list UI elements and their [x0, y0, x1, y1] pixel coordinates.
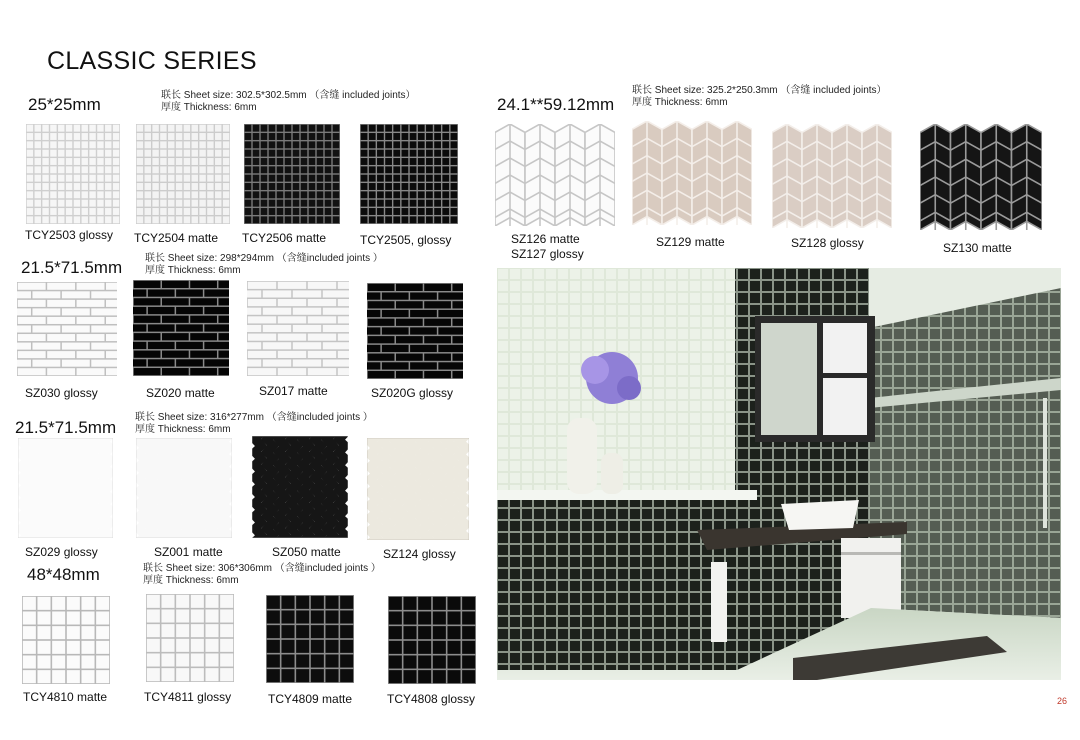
thickness: 厚度 Thickness: 6mm — [135, 424, 231, 435]
tile-swatch — [133, 280, 229, 376]
tile-label: TCY4808 glossy — [387, 692, 476, 706]
square-tile-pattern — [26, 124, 120, 224]
tile-swatch — [920, 124, 1042, 230]
tile-label: SZ127 glossy — [511, 247, 584, 261]
tile-label: SZ129 matte — [656, 235, 725, 249]
tile-label: TCY4809 matte — [268, 692, 353, 706]
tile-label: SZ001 matte — [154, 545, 223, 559]
sheet-size: 联长 Sheet size: 325.2*250.3mm （含缝 included joints） — [632, 85, 887, 96]
herringbone-tile-pattern — [136, 438, 232, 538]
tile-label: SZ124 glossy — [383, 547, 456, 561]
square48-tile-pattern — [146, 594, 234, 682]
tile-label: TCY2504 matte — [134, 231, 219, 245]
tile-swatch — [266, 595, 354, 683]
spec-25x25 — [161, 90, 416, 114]
square-tile-pattern — [360, 124, 458, 224]
tile-label: SZ128 glossy — [791, 236, 864, 250]
tile-swatch — [367, 283, 463, 379]
tile-swatch — [17, 282, 117, 376]
tile-swatch — [26, 124, 120, 224]
tile-label: SZ126 matte — [511, 232, 580, 246]
tile-label: SZ020G glossy — [371, 386, 454, 400]
tile-label: SZ020 matte — [146, 386, 215, 400]
sheet-size: 联长 Sheet size: 298*294mm （含缝included joints ） — [145, 253, 383, 264]
chevron-tile-pattern — [920, 124, 1042, 230]
thickness: 厚度 Thickness: 6mm — [632, 97, 728, 108]
tile-label: SZ030 glossy — [25, 386, 98, 400]
square48-tile-pattern — [266, 595, 354, 683]
thickness: 厚度 Thickness: 6mm — [161, 102, 257, 113]
sheet-size: 联长 Sheet size: 302.5*302.5mm （含缝 included joints） — [161, 90, 416, 101]
tile-label: TCY2506 matte — [242, 231, 327, 245]
chevron-tile-pattern — [632, 121, 752, 225]
tile-swatch — [146, 594, 234, 682]
brick-tile-pattern — [133, 280, 229, 376]
brick-tile-pattern — [247, 281, 349, 376]
spec-21x71-herringbone — [135, 412, 373, 436]
tile-label: SZ029 glossy — [25, 545, 98, 559]
tile-swatch — [18, 438, 113, 538]
sheet-size: 联长 Sheet size: 316*277mm （含缝included joints ） — [135, 412, 373, 423]
tile-swatch — [252, 436, 348, 538]
spec-24x59 — [632, 85, 887, 109]
tile-swatch — [388, 596, 476, 684]
tile-swatch — [632, 121, 752, 225]
tile-label: SZ050 matte — [272, 545, 341, 559]
thickness: 厚度 Thickness: 6mm — [145, 265, 241, 276]
square-tile-pattern — [244, 124, 340, 224]
herringbone-tile-pattern — [18, 438, 113, 538]
brick-tile-pattern — [17, 282, 117, 376]
tile-swatch — [495, 124, 615, 226]
tile-swatch — [136, 124, 230, 224]
tile-swatch — [772, 124, 892, 228]
sheet-size: 联长 Sheet size: 306*306mm （含缝included joints ） — [143, 563, 381, 574]
chevron-tile-pattern — [495, 124, 615, 226]
chevron-tile-pattern — [772, 124, 892, 228]
tile-swatch — [360, 124, 458, 224]
tile-swatch — [136, 438, 232, 538]
tile-label: TCY2503 glossy — [25, 228, 114, 242]
bathroom-photo — [497, 268, 1061, 680]
tile-label: TCY4811 glossy — [144, 690, 232, 704]
tile-label: TCY2505, glossy — [360, 233, 452, 247]
size-heading-24x59: 24.1**59.12mm — [497, 95, 615, 114]
herringbone-tile-pattern — [367, 438, 469, 540]
size-heading-21x71-herringbone: 21.5*71.5mm — [15, 418, 117, 437]
page-title: CLASSIC SERIES — [47, 47, 257, 75]
size-heading-25x25: 25*25mm — [28, 95, 101, 114]
tile-label: SZ130 matte — [943, 241, 1012, 255]
tile-swatch — [244, 124, 340, 224]
size-heading-21x71-brick: 21.5*71.5mm — [21, 258, 123, 277]
brick-tile-pattern — [367, 283, 463, 379]
spec-21x71-brick — [145, 253, 383, 277]
page-number: 26 — [1056, 696, 1067, 706]
herringbone-tile-pattern — [252, 436, 348, 538]
size-heading-48x48: 48*48mm — [27, 565, 100, 584]
spec-48x48 — [143, 563, 381, 587]
tile-label-stack — [511, 232, 584, 262]
tile-label: SZ017 matte — [259, 384, 328, 398]
thickness: 厚度 Thickness: 6mm — [143, 575, 239, 586]
square48-tile-pattern — [22, 596, 110, 684]
square48-tile-pattern — [388, 596, 476, 684]
tile-swatch — [367, 438, 469, 540]
tile-swatch — [22, 596, 110, 684]
tile-swatch — [247, 281, 349, 376]
square-tile-pattern — [136, 124, 230, 224]
tile-label: TCY4810 matte — [23, 690, 108, 704]
